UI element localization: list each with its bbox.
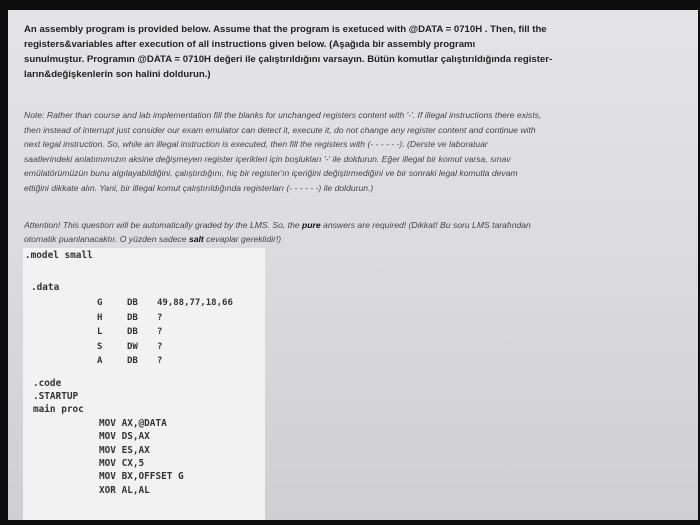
attention-line-1: Attention! This question will be automatically graded by the LMS. So, the pure answers are required! (Dikkat! Bu soru LMS tarafından bbox=[24, 220, 531, 230]
variable-name: A bbox=[97, 356, 103, 366]
variable-value: ? bbox=[157, 327, 163, 337]
startup-directive: .STARTUP bbox=[33, 391, 79, 402]
instruction-line: MOV DS,AX bbox=[99, 431, 150, 443]
note-line: saatlerindeki anlatımımızın aksine değişmeyen register içerikleri için boşlukları '-' ile doldurun. Eğer illegal bir komut varsa, sınav bbox=[24, 153, 511, 164]
instruction-line: MOV ES,AX bbox=[99, 444, 150, 456]
note-line: next legal instruction. So, while an illegal instruction is executed, then fill the registers with (- - - - - -). (Derste ve laboratuar bbox=[24, 139, 488, 150]
question-line: An assembly program is provided below. Assume that the program is exetuced with @DATA = 0710H . Then, fill the bbox=[24, 24, 547, 35]
note-line: then instead of interrupt just consider our exam emulator can detect it, execute it, do not change any register content and continue with bbox=[24, 124, 536, 135]
salt-emphasis: salt bbox=[188, 234, 204, 244]
assembly-code-block bbox=[23, 248, 265, 520]
instruction-line: MOV BX,OFFSET G bbox=[99, 471, 184, 483]
variable-name: S bbox=[97, 341, 103, 352]
instruction-line: MOV CX,5 bbox=[99, 457, 145, 469]
variable-type: DB bbox=[127, 298, 138, 308]
attention-line-2: otomatik puanlanacaktır. O yüzden sadece salt cevaplar gereklidir!) bbox=[24, 234, 282, 244]
variable-value: ? bbox=[157, 341, 163, 352]
variable-type: DB bbox=[127, 312, 138, 323]
note-line: emülatörümüzün bunu algılayabildiğini, çalıştırdığını, hiç bir register'ın içeriğini değiştirmediğini ve bir sonraki legal komutla devam bbox=[24, 168, 518, 179]
variable-name: L bbox=[97, 327, 103, 337]
instruction-line: XOR AL,AL bbox=[99, 484, 150, 496]
main-proc-line: main proc bbox=[33, 404, 84, 415]
variable-value: 49,88,77,18,66 bbox=[157, 298, 233, 308]
pure-emphasis: pure bbox=[302, 220, 321, 230]
question-text bbox=[24, 22, 674, 82]
question-line: sunulmuştur. Programın @DATA = 0710H değeri ile çalıştırıldığını varsayın. Bütün komutlar çalıştırıldığında register- bbox=[24, 54, 553, 65]
attention-text bbox=[24, 218, 684, 246]
variable-type: DW bbox=[127, 341, 138, 352]
note-text bbox=[24, 108, 684, 196]
variable-value: ? bbox=[157, 356, 163, 366]
question-line: ların&değişkenlerin son halini doldurun.) bbox=[24, 69, 211, 80]
code-directive: .code bbox=[33, 378, 62, 389]
variable-value: ? bbox=[157, 312, 163, 323]
model-directive: .model small bbox=[25, 250, 93, 261]
instruction-line: MOV AX,@DATA bbox=[99, 418, 167, 429]
note-line: ettiğini dikkate alın. Yani, bir illegal komut çalıştırıldığında registerları (- - - - - -) ile doldurun.) bbox=[24, 182, 374, 193]
data-directive: .data bbox=[31, 282, 60, 293]
variable-type: DB bbox=[127, 327, 138, 337]
variable-name: G bbox=[97, 298, 103, 308]
variable-type: DB bbox=[127, 356, 138, 366]
document-page bbox=[8, 10, 698, 520]
question-line: registers&variables after execution of all instructions given below. (Aşağıda bir assembly programı bbox=[24, 39, 476, 50]
note-line: Note: Rather than course and lab implementation fill the blanks for unchanged registers content with '-'. If illegal instructions there exists, bbox=[24, 110, 542, 120]
variable-name: H bbox=[97, 312, 103, 323]
